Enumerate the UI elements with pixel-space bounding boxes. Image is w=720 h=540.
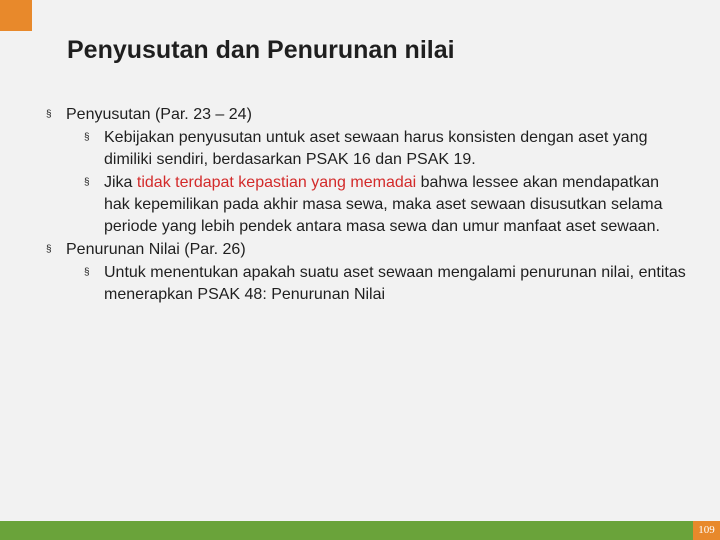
bullet-penurunan-nilai xyxy=(46,239,686,261)
square-bullet-icon: § xyxy=(84,267,90,278)
slide-content xyxy=(46,104,686,307)
bullet-text: Penurunan Nilai (Par. 26) xyxy=(66,241,246,258)
sub-bullet-text: Kebijakan penyusutan untuk aset sewaan harus konsisten dengan aset yang dimiliki sendiri, berdasarkan PSAK 16 dan PSAK 19. xyxy=(104,129,648,168)
sub-bullet-kebijakan xyxy=(46,127,686,171)
sub-bullet-text: Untuk menentukan apakah suatu aset sewaan mengalami penurunan nilai, entitas menerapkan PSAK 48: Penurunan Nilai xyxy=(104,264,686,303)
corner-accent xyxy=(0,0,32,31)
highlighted-phrase: tidak terdapat kepastian yang memadai xyxy=(136,174,417,191)
square-bullet-icon: § xyxy=(46,244,52,255)
slide-title: Penyusutan dan Penurunan nilai xyxy=(67,36,455,64)
bullet-text: Penyusutan (Par. 23 – 24) xyxy=(66,106,252,123)
sub-bullet-jika xyxy=(46,172,686,238)
square-bullet-icon: § xyxy=(84,177,90,188)
page-number: 109 xyxy=(693,521,720,540)
square-bullet-icon: § xyxy=(84,132,90,143)
sub-bullet-text-post: bahwa lessee akan mendapatkan hak kepemilikan pada akhir masa sewa, maka aset sewaan disusutkan selama periode yang lebih pendek antara masa sewa dan umur manfaat aset sewaan. xyxy=(104,174,663,235)
sub-bullet-text-pre: Jika xyxy=(104,174,137,191)
square-bullet-icon: § xyxy=(46,109,52,120)
sub-bullet-untuk xyxy=(46,262,686,306)
footer-bar xyxy=(0,521,720,540)
bullet-penyusutan xyxy=(46,104,686,126)
